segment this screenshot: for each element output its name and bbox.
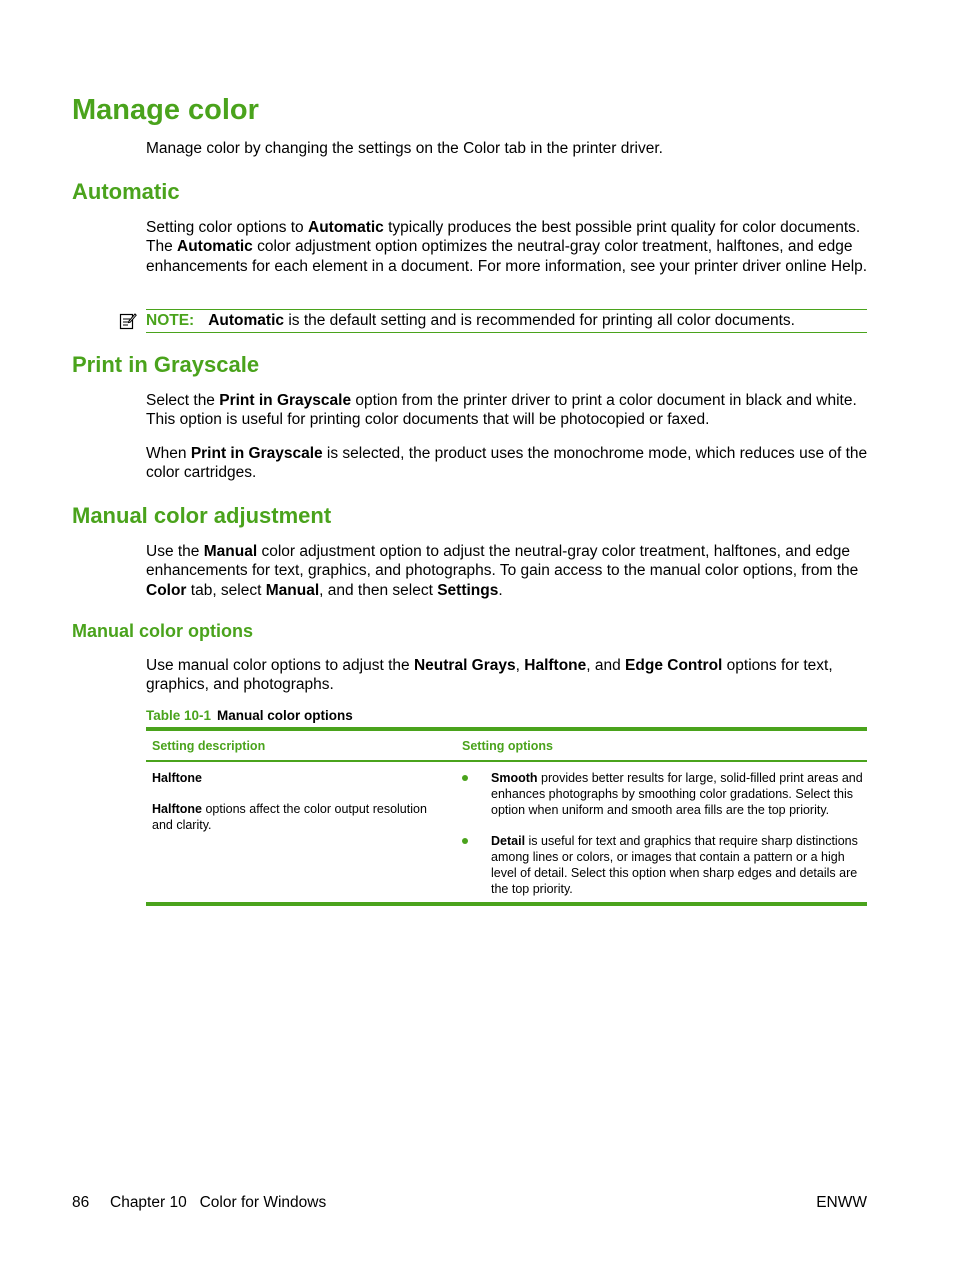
table-header-description: Setting description bbox=[152, 739, 266, 753]
page-title: Manage color bbox=[72, 94, 259, 126]
table-header-options: Setting options bbox=[462, 739, 553, 753]
table-top-rule bbox=[146, 727, 867, 731]
table-caption bbox=[146, 707, 353, 725]
intro-paragraph: Manage color by changing the settings on the Color tab in the printer driver. bbox=[146, 140, 663, 157]
table-header-rule bbox=[146, 760, 867, 762]
section-heading-grayscale: Print in Grayscale bbox=[72, 352, 260, 377]
note-label: NOTE: bbox=[146, 312, 195, 329]
footer-chapter: Chapter 10 Color for Windows bbox=[110, 1194, 327, 1211]
table-row-description: Halftone options affect the color output resolution and clarity. bbox=[152, 802, 427, 832]
note-box bbox=[146, 309, 867, 333]
note-bold-text: Automatic bbox=[208, 312, 285, 329]
manual-paragraph: Use the Manual color adjustment option to adjust the neutral-gray color treatment, halftones, and edge enhancements for text, graphics, and photographs. To gain access to the manual color options, from the Color tab, select Manual, and then select Settings. bbox=[146, 543, 859, 599]
grayscale-paragraph-1: Select the Print in Grayscale option from the printer driver to print a color document in black and white. This option is useful for printing color documents that will be photocopied or faxed. bbox=[146, 392, 857, 429]
grayscale-paragraph-2: When Print in Grayscale is selected, the product uses the monochrome mode, which reduces use of the color cartridges. bbox=[146, 445, 868, 482]
manual-color-options-table bbox=[146, 727, 867, 906]
bullet-icon bbox=[462, 838, 468, 844]
table-bottom-rule bbox=[146, 902, 867, 906]
note-text: is the default setting and is recommended for printing all color documents. bbox=[284, 312, 795, 329]
note-pencil-icon bbox=[119, 312, 137, 330]
subsection-heading-manual-options: Manual color options bbox=[72, 621, 254, 641]
table-option-smooth: Smooth provides better results for large, solid-filled print areas and enhances photographs by smoothing color gradations. Select this option when uniform and smooth area fills are the top priority. bbox=[491, 771, 863, 817]
footer-page-number: 86 bbox=[72, 1194, 90, 1211]
section-heading-manual-adjustment: Manual color adjustment bbox=[72, 503, 332, 528]
automatic-paragraph: Setting color options to Automatic typically produces the best possible print quality for color documents. The Automatic color adjustment option optimizes the neutral-gray color treatment, halftones, and edge enhancements for each element in a document. For more information, see your printer driver online Help. bbox=[146, 219, 868, 275]
table-caption-title: Manual color options bbox=[217, 708, 353, 723]
bullet-icon bbox=[462, 775, 468, 781]
options-paragraph: Use manual color options to adjust the Neutral Grays, Halftone, and Edge Control options for text, graphics, and photographs. bbox=[146, 657, 833, 694]
table-caption-number: Table 10-1 bbox=[146, 708, 212, 723]
table-row-title: Halftone bbox=[152, 771, 202, 785]
table-option-detail: Detail is useful for text and graphics that require sharp distinctions among lines or colors, or images that contain a pattern or a high level of detail. Select this option when sharp edges and details are the top priority. bbox=[491, 834, 858, 896]
footer-right-label: ENWW bbox=[816, 1194, 867, 1211]
section-heading-automatic: Automatic bbox=[72, 179, 180, 204]
